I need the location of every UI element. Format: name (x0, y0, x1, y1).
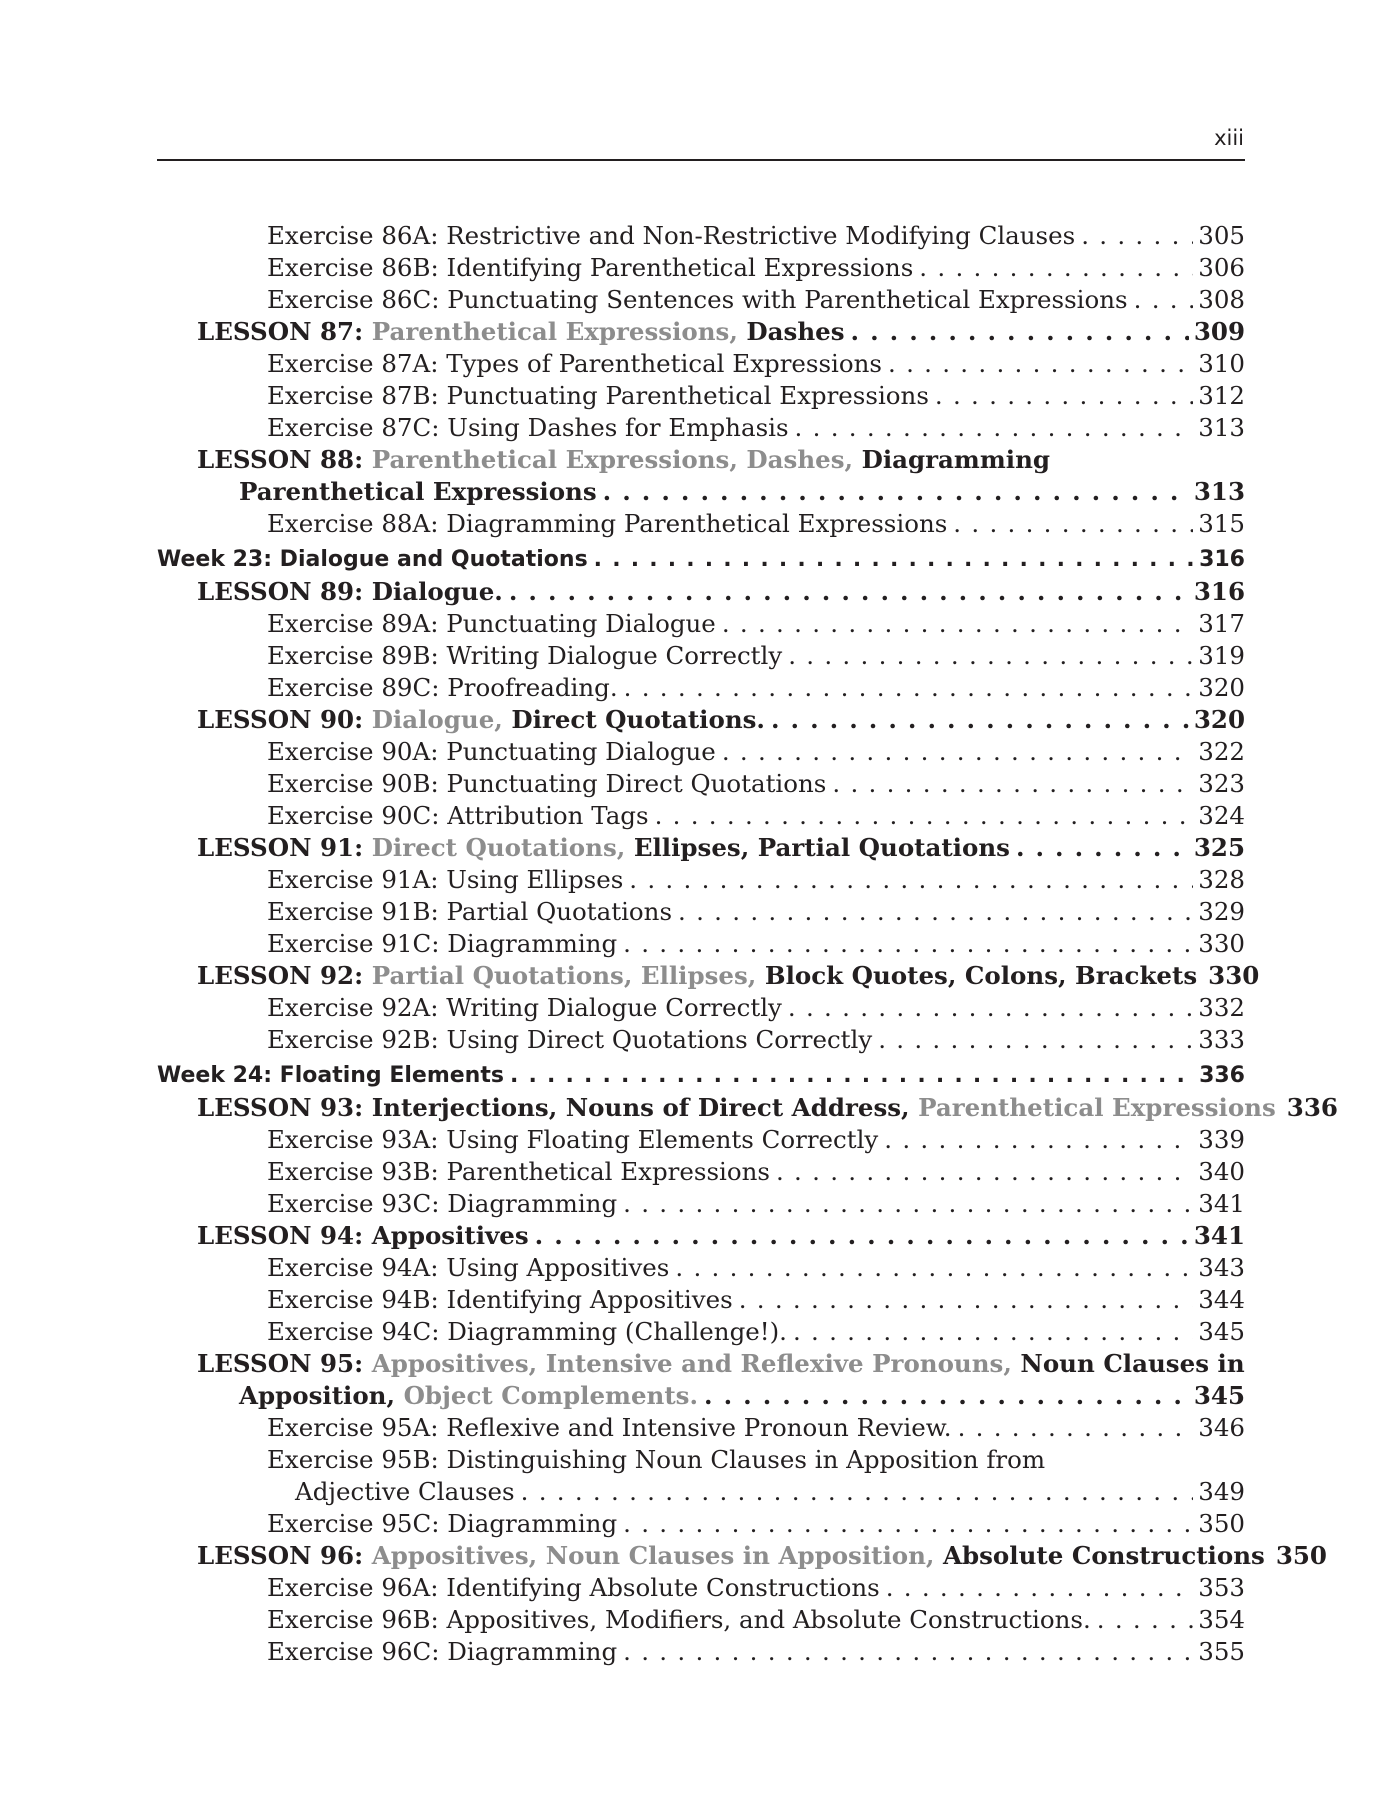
toc-entry-lesson-88-line1[interactable]: LESSON 88: Parenthetical Expressions, Dashes, Diagramming (197, 445, 1051, 474)
toc-entry-exercise-95b-line1[interactable]: Exercise 95B: Distinguishing Noun Clauses in Apposition from (267, 1445, 1046, 1474)
toc-entry-exercise-93c[interactable]: Exercise 93C: Diagramming . . . 341 (157, 1188, 1245, 1220)
toc-entry-exercise-93b[interactable]: Exercise 93B: Parenthetical Expressions . . . 340 (157, 1156, 1245, 1188)
toc-entry-lesson-91[interactable]: LESSON 91: Direct Quotations, Ellipses, Partial Quotations . . . 325 (157, 832, 1245, 864)
page-number: xiii (1214, 126, 1244, 150)
toc-entry-exercise-95a[interactable]: Exercise 95A: Reflexive and Intensive Pronoun Review. . . . 346 (157, 1412, 1245, 1444)
toc-entry-exercise-92b[interactable]: Exercise 92B: Using Direct Quotations Correctly . . . 333 (157, 1024, 1245, 1056)
toc-entry-exercise-87a[interactable]: Exercise 87A: Types of Parenthetical Expressions . . . 310 (157, 348, 1245, 380)
table-of-contents (157, 220, 1338, 1668)
toc-entry-exercise-92a[interactable]: Exercise 92A: Writing Dialogue Correctly . . . 332 (157, 992, 1245, 1024)
toc-entry-week-24[interactable]: Week 24: Floating Elements . . . 336 (157, 1060, 1245, 1092)
toc-entry-exercise-96a[interactable]: Exercise 96A: Identifying Absolute Constructions . . . 353 (157, 1572, 1245, 1604)
toc-entry-lesson-88[interactable]: Parenthetical Expressions . . . 313 (157, 476, 1245, 508)
toc-entry-exercise-86a[interactable]: Exercise 86A: Restrictive and Non-Restrictive Modifying Clauses . . . 305 (157, 220, 1245, 252)
header-rule (157, 159, 1245, 161)
toc-entry-lesson-96[interactable]: LESSON 96: Appositives, Noun Clauses in Apposition, Absolute Constructions 350 (197, 1541, 1327, 1570)
toc-entry-exercise-86c[interactable]: Exercise 86C: Punctuating Sentences with Parenthetical Expressions . . . 308 (157, 284, 1245, 316)
toc-entry-exercise-88a[interactable]: Exercise 88A: Diagramming Parenthetical Expressions . . . 315 (157, 508, 1245, 540)
toc-entry-exercise-87c[interactable]: Exercise 87C: Using Dashes for Emphasis . . . 313 (157, 412, 1245, 444)
toc-entry-exercise-89b[interactable]: Exercise 89B: Writing Dialogue Correctly . . . 319 (157, 640, 1245, 672)
toc-entry-week-23[interactable]: Week 23: Dialogue and Quotations . . . 316 (157, 544, 1245, 576)
toc-entry-exercise-93a[interactable]: Exercise 93A: Using Floating Elements Correctly . . . 339 (157, 1124, 1245, 1156)
toc-entry-lesson-90[interactable]: LESSON 90: Dialogue, Direct Quotations. . . . 320 (157, 704, 1245, 736)
toc-entry-exercise-91c[interactable]: Exercise 91C: Diagramming . . . 330 (157, 928, 1245, 960)
toc-entry-exercise-95c[interactable]: Exercise 95C: Diagramming . . . 350 (157, 1508, 1245, 1540)
toc-entry-exercise-89a[interactable]: Exercise 89A: Punctuating Dialogue . . . 317 (157, 608, 1245, 640)
toc-entry-exercise-94a[interactable]: Exercise 94A: Using Appositives . . . 343 (157, 1252, 1245, 1284)
toc-entry-lesson-94[interactable]: LESSON 94: Appositives . . . 341 (157, 1220, 1245, 1252)
toc-entry-exercise-90a[interactable]: Exercise 90A: Punctuating Dialogue . . . 322 (157, 736, 1245, 768)
toc-entry-exercise-94b[interactable]: Exercise 94B: Identifying Appositives . . . 344 (157, 1284, 1245, 1316)
toc-entry-exercise-95b[interactable]: Adjective Clauses . . . 349 (157, 1476, 1245, 1508)
toc-entry-exercise-94c[interactable]: Exercise 94C: Diagramming (Challenge!). . . . 345 (157, 1316, 1245, 1348)
toc-entry-lesson-87[interactable]: LESSON 87: Parenthetical Expressions, Dashes . . . 309 (157, 316, 1245, 348)
toc-entry-exercise-86b[interactable]: Exercise 86B: Identifying Parenthetical Expressions . . . 306 (157, 252, 1245, 284)
toc-entry-exercise-89c[interactable]: Exercise 89C: Proofreading. . . . 320 (157, 672, 1245, 704)
toc-entry-exercise-90b[interactable]: Exercise 90B: Punctuating Direct Quotations . . . 323 (157, 768, 1245, 800)
toc-entry-exercise-91a[interactable]: Exercise 91A: Using Ellipses . . . 328 (157, 864, 1245, 896)
toc-entry-exercise-87b[interactable]: Exercise 87B: Punctuating Parenthetical Expressions . . . 312 (157, 380, 1245, 412)
toc-entry-lesson-95[interactable]: Apposition, Object Complements. . . . 345 (157, 1380, 1245, 1412)
toc-entry-exercise-96b[interactable]: Exercise 96B: Appositives, Modifiers, and Absolute Constructions. . . . 354 (157, 1604, 1245, 1636)
toc-entry-exercise-91b[interactable]: Exercise 91B: Partial Quotations . . . 329 (157, 896, 1245, 928)
toc-entry-lesson-95-line1[interactable]: LESSON 95: Appositives, Intensive and Reflexive Pronouns, Noun Clauses in (197, 1349, 1245, 1378)
toc-entry-lesson-93[interactable]: LESSON 93: Interjections, Nouns of Direct Address, Parenthetical Expressions 336 (197, 1093, 1338, 1122)
toc-entry-lesson-89[interactable]: LESSON 89: Dialogue. . . . 316 (157, 576, 1245, 608)
toc-entry-exercise-96c[interactable]: Exercise 96C: Diagramming . . . 355 (157, 1636, 1245, 1668)
toc-entry-lesson-92[interactable]: LESSON 92: Partial Quotations, Ellipses, Block Quotes, Colons, Brackets 330 (197, 961, 1260, 990)
toc-entry-exercise-90c[interactable]: Exercise 90C: Attribution Tags . . . 324 (157, 800, 1245, 832)
